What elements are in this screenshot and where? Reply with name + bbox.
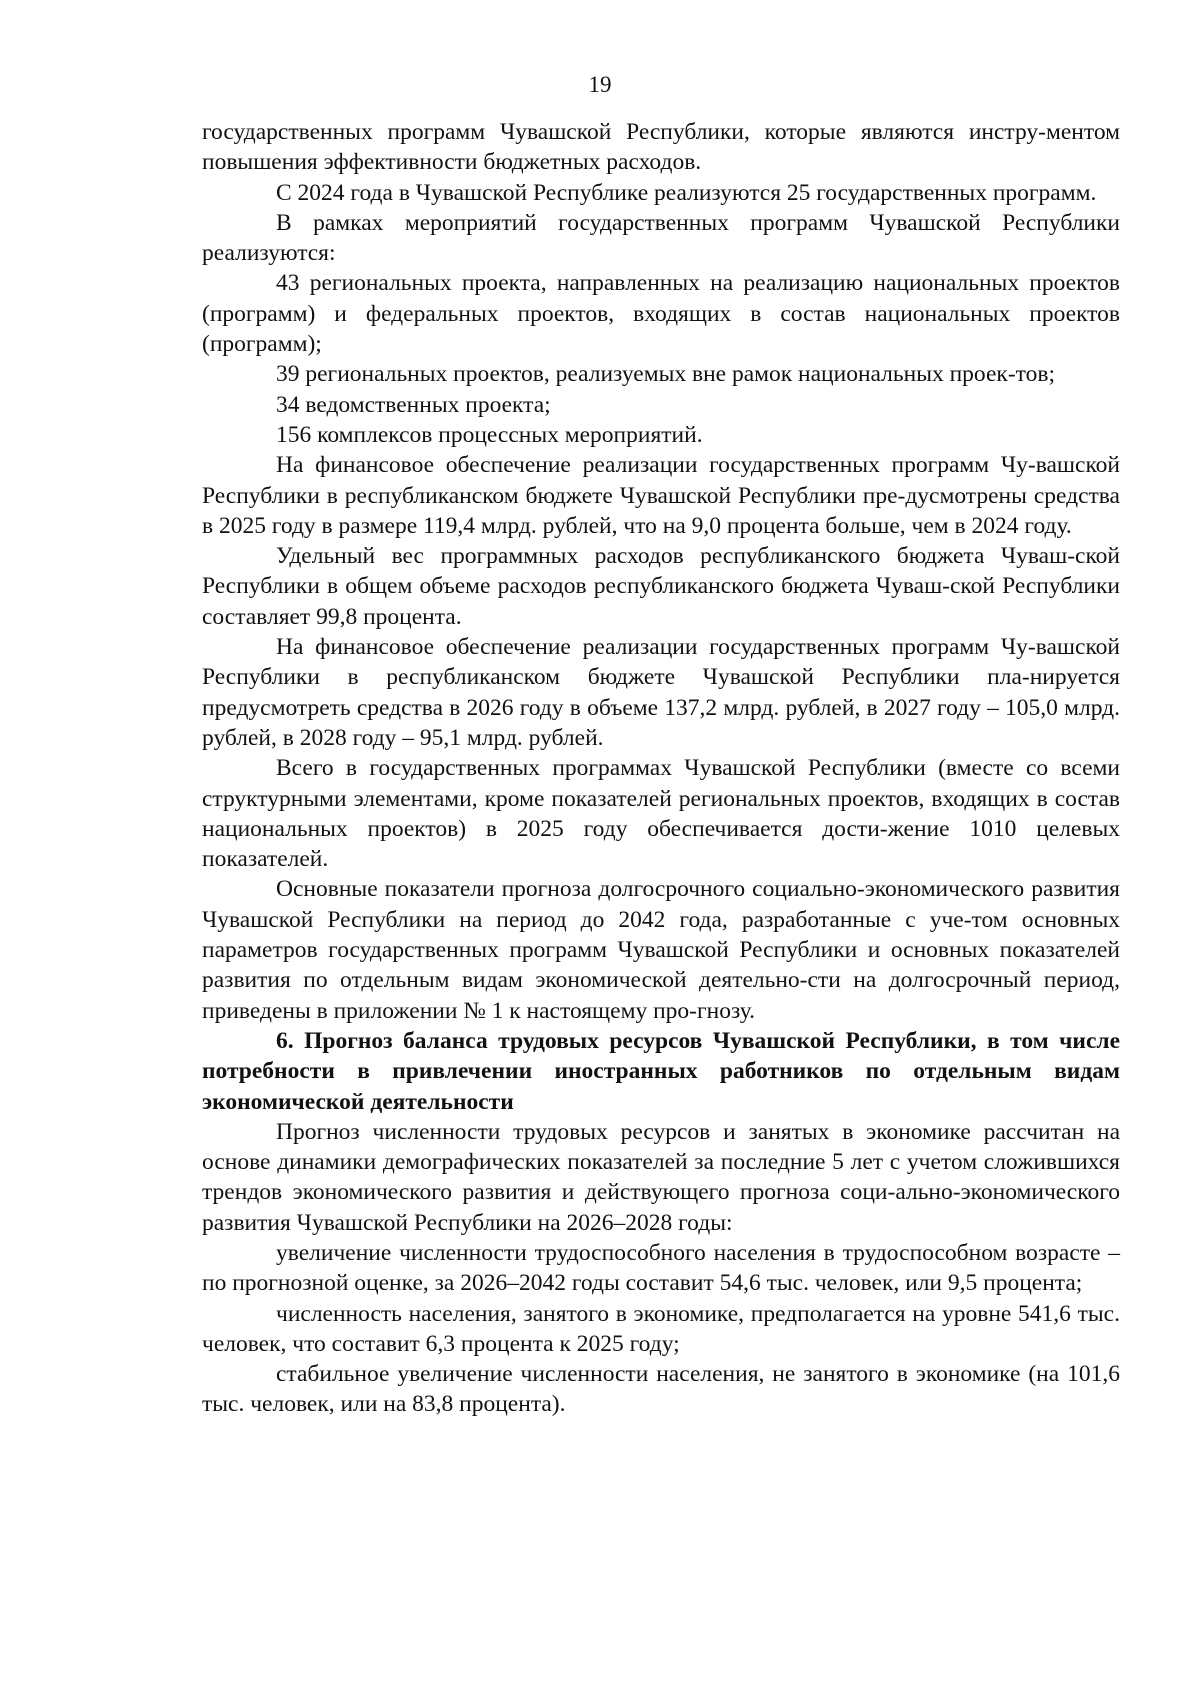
paragraph-continuation: государственных программ Чувашской Республики, которые являются инстру-ментом повышения эффективности бюджетных расходов. [202,119,1120,176]
list-item-employed-population: численность населения, занятого в экономике, предполагается на уровне 541,6 тыс. человек, что составит 6,3 процента к 2025 году; [202,1300,1120,1357]
paragraph-long-term-forecast: Основные показатели прогноза долгосрочного социально-экономического развития Чувашской Республики на период до 2042 года, разработанные с уче-том основных параметров государственных программ Чувашской Республики и основных показателей развития по отдельным видам экономической деятельно-сти на долгосрочный период, приведены в приложении № 1 к настоящему про-гнозу. [202,876,1120,1024]
paragraph-funding-2025: На финансовое обеспечение реализации государственных программ Чу-вашской Республики в республиканском бюджете Чувашской Республики пре-дусмотрены средства в 2025 году в размере 119,4 млрд. рублей, что на 9,0 процента больше, чем в 2024 году. [202,452,1120,539]
paragraph-program-share: Удельный вес программных расходов республиканского бюджета Чуваш-ской Республики в общем объеме расходов республиканского бюджета Чуваш-ской Республики составляет 99,8 процента. [202,543,1120,630]
list-item-regional-national: 43 региональных проекта, направленных на реализацию национальных проектов (программ) и федеральных проектов, входящих в состав национальных проектов (программ); [202,270,1120,358]
list-item-process-complexes: 156 комплексов процессных мероприятий. [276,421,703,448]
page-number: 19 [588,72,612,97]
paragraph-funding-2026-2028: На финансовое обеспечение реализации государственных программ Чу-вашской Республики в республиканском бюджете Чувашской Республики пла-нируется предусмотреть средства в 2026 году в объеме 137,2 млрд. рублей, в 2027 году – 105,0 млрд. рублей, в 2028 году – 95,1 млрд. рублей. [202,634,1120,751]
paragraph-labor-forecast: Прогноз численности трудовых ресурсов и занятых в экономике рассчитан на основе динамики демографических показателей за последние 5 лет с учетом сложившихся трендов экономического развития и действующего прогноза соци-ально-экономического развития Чувашской Республики на 2026–2028 годы: [202,1118,1120,1236]
document-body [202,117,1120,1420]
list-item-regional-other: 39 региональных проектов, реализуемых вне рамок национальных проек-тов; [276,361,1055,388]
list-item-departmental: 34 ведомственных проекта; [276,391,551,418]
paragraph-programs-intro: В рамках мероприятий государственных программ Чувашской Республики реализуются: [202,209,1120,267]
list-item-unemployed-growth: стабильное увеличение численности населения, не занятого в экономике (на 101,6 тыс. человек, или на 83,8 процента). [202,1361,1120,1418]
list-item-working-age-growth: увеличение численности трудоспособного населения в трудоспособном возрасте – по прогнозной оценке, за 2026–2042 годы составит 54,6 тыс. человек, или 9,5 процента; [202,1239,1120,1297]
section-heading: 6. Прогноз баланса трудовых ресурсов Чувашской Республики, в том числе потребности в привлечении иностранных работников по отдельным видам экономической деятельности [202,1027,1120,1115]
paragraph-programs-count: С 2024 года в Чувашской Республике реализуются 25 государственных программ. [276,179,1097,206]
paragraph-target-indicators: Всего в государственных программах Чувашской Республики (вместе со всеми структурными элементами, кроме показателей региональных проектов, входящих в состав национальных проектов) в 2025 году обеспечивается дости-жение 1010 целевых показателей. [202,755,1120,873]
